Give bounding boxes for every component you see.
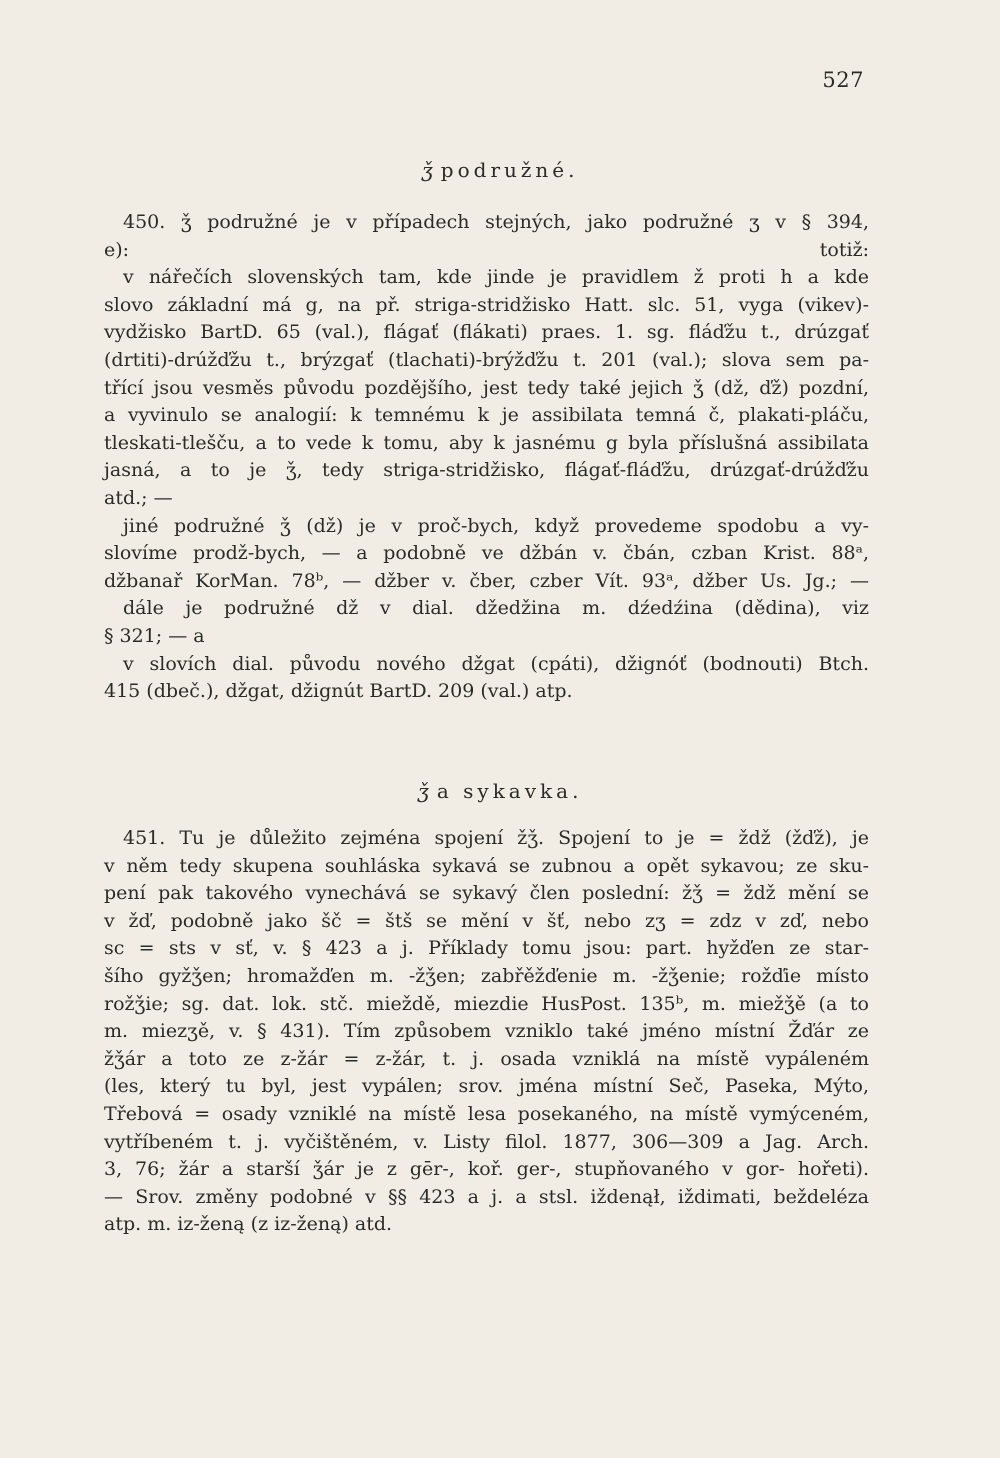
heading-text: podružné. [440,158,579,182]
text-line: šího gyžǯen; hromažďen m. -žǯen; zabřěžďenie m. -žǯenie; rožďie místo [104,965,869,987]
text-line: jasná, a to je ǯ, tedy striga-stridžisko, flágať-fláďžu, drúzgať-drúžďžu [104,459,869,482]
text-line: dále je podružné dž v dial. džedžina m. dźedźina (dědina), viz [123,597,869,620]
text-line: pení pak takového vynechává se sykavý člen poslední: žǯ = ždž mění se [104,882,869,905]
heading-text: a sykavka. [436,779,583,803]
text-line: v slovích dial. původu nového džgat (cpáti), džignóť (bodnouti) Btch. [123,652,869,675]
text-line: § 321; — a [104,625,205,647]
section-heading-podruzne [0,158,1000,182]
text-line: v nářečích slovenských tam, kde jinde je pravidlem ž proti h a kde [123,266,869,289]
text-line: vydžisko BartD. 65 (val.), flágať (flákati) praes. 1. sg. fláďžu t., drúzgať [104,321,869,344]
text-line: třící jsou vesměs původu pozdějšího, jest tedy také jejich ǯ (dž, ďž) pozdní, [104,376,869,399]
text-line: sc = sts v sť, v. § 423 a j. Příklady tomu jsou: part. hyžďen ze star- [104,937,869,960]
text-line: slovíme prodž-bych, — a podobně ve džbán v. čbán, czban Krist. 88ᵃ, [104,542,869,565]
text-line: e): totiž: [104,238,869,261]
text-line: žǯár a toto ze z-žár = z-žár, t. j. osada vzniklá na místě vypáleném [104,1047,869,1070]
text-line: slovo základní má g, na př. striga-stridžisko Hatt. slc. 51, vyga (vikev)- [104,293,869,316]
heading-symbol: ǯ [417,779,429,803]
heading-symbol: ǯ [421,158,433,182]
text-line: (drtiti)-drúžďžu t., brýzgať (tlachati)-brýžďžu t. 201 (val.); slova sem pa- [104,349,869,371]
text-line: v něm tedy skupena souhláska sykavá se zubnou a opět sykavou; ze sku- [104,854,869,877]
text-line: džbanař KorMan. 78ᵇ, — džber v. čber, czber Vít. 93ᵃ, džber Us. Jg.; — [104,569,869,592]
text-line: atp. m. iz-ženą (z iz-ženą) atd. [104,1213,393,1236]
text-line: Třebová = osady vzniklé na místě lesa posekaného, na místě vymýceném, [104,1103,869,1125]
text-line: jiné podružné ǯ (dž) je v proč-bych, když provedeme spodobu a vy- [123,514,869,537]
text-line: a vyvinulo se analogií: k temnému k je assibilata temná č, plakati-pláču, [104,404,869,427]
text-line: vytříbeném t. j. vyčištěném, v. Listy filol. 1877, 306—309 a Jag. Arch. [104,1130,869,1153]
section-heading-sykavka [0,779,1000,803]
text-line: m. miezʒě, v. § 431). Tím způsobem vzniklo také jméno místní Žďár ze [104,1020,869,1043]
text-line: 451. Tu je důležito zejména spojení žǯ. Spojení to je = ždž (žďž), je [123,827,869,849]
text-line: (les, který tu byl, jest vypálen; srov. jména místní Seč, Paseka, Mýto, [104,1075,869,1098]
text-line: 3, 76; žár a starší ǯár je z gēr-, koř. ger-, stupňovaného v gor- hořeti). [104,1158,869,1181]
text-line: rožǯie; sg. dat. lok. stč. mieždě, miezdie HusPost. 135ᵇ, m. miežǯě (a to [104,992,869,1015]
text-line: atd.; — [104,487,173,509]
text-line: 450. ǯ podružné je v případech stejných, jako podružné ʒ v § 394, [123,211,869,233]
text-line: 415 (dbeč.), džgat, džignút BartD. 209 (val.) atp. [104,680,573,703]
text-line: — Srov. změny podobné v §§ 423 a j. a stsl. iždenął, iždimati, beždeléza [104,1185,869,1208]
text-line: v žď, podobně jako šč = štš se mění v šť, nebo zʒ = zdz v zď, nebo [104,909,869,932]
text-line: tleskati-tlešču, a to vede k tomu, aby k jasnému g byla příslušná assibilata [104,431,869,454]
page-number: 527 [822,68,864,92]
